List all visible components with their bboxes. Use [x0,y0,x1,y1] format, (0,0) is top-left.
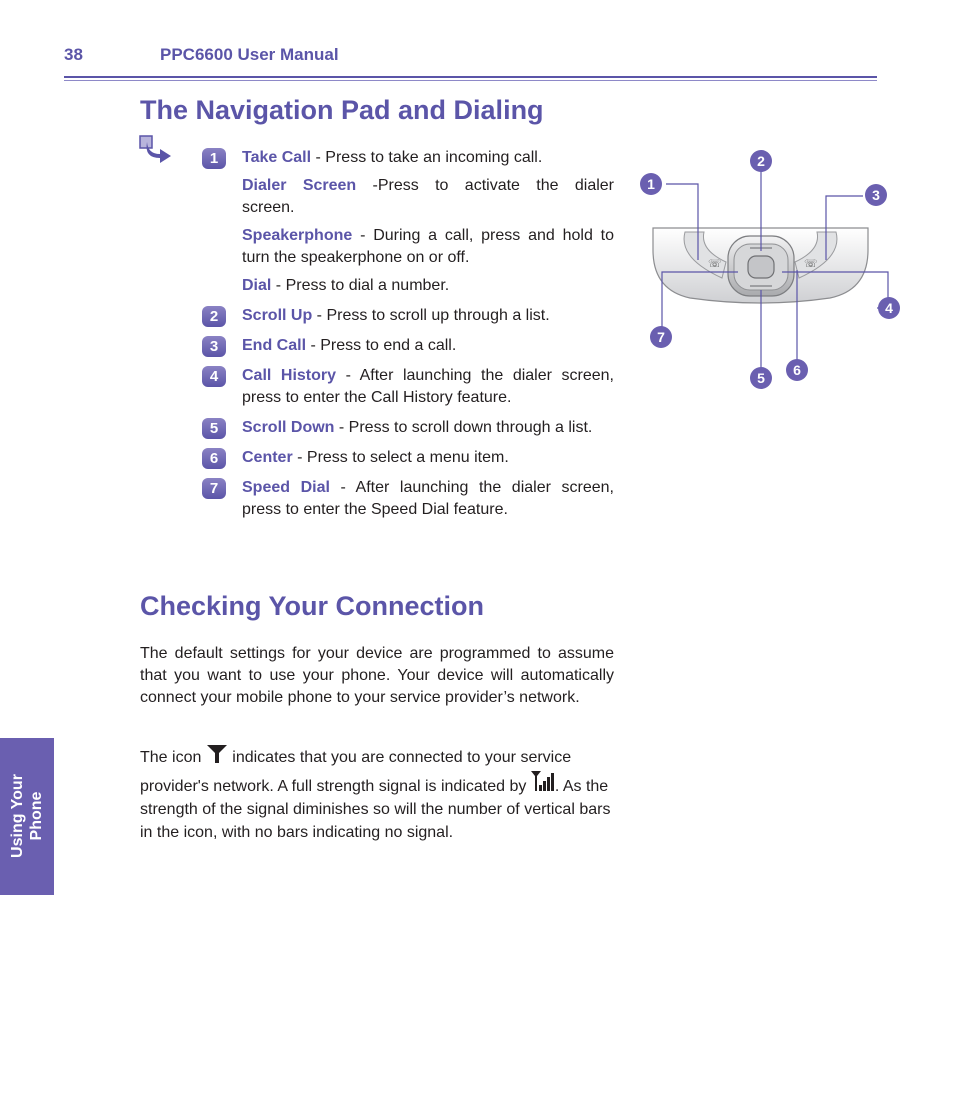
svg-text:5: 5 [757,370,765,386]
entry-dialer-screen: Dialer Screen -Press to activate the dialer screen. [242,177,614,216]
list-item [200,477,614,521]
center-button [748,256,774,278]
callout-badge: 7 [202,478,226,499]
header-rule-thin [64,80,877,81]
side-tab-label: Using Your Phone [9,774,45,858]
chapter-side-tab[interactable] [0,738,54,895]
callout-badge: 1 [202,148,226,169]
entry-scroll-down: Scroll Down - Press to scroll down through a list. [242,419,593,436]
entry-speed-dial: Speed Dial - After launching the dialer screen, press to enter the Speed Dial feature. [242,479,614,518]
list-item [200,147,614,297]
svg-text:2: 2 [757,153,765,169]
manual-title: PPC6600 User Manual [160,45,339,64]
callout-badge: 4 [202,366,226,387]
svg-text:6: 6 [793,362,801,378]
entry-center: Center - Press to select a menu item. [242,449,509,466]
key-function-list [200,147,614,529]
connection-paragraph-2: The icon indicates that you are connected to your service provider's network. A full strength signal is indicated by . As the strength of the signal diminishes so will the number of vertical bars in the icon, with no bars indicating no signal. [140,742,614,844]
svg-text:☏: ☏ [708,257,722,270]
entry-end-call: End Call - Press to end a call. [242,337,457,354]
svg-text:7: 7 [657,329,665,345]
navigation-pad-diagram [630,140,910,400]
svg-text:☏: ☏ [804,257,818,270]
connection-paragraph-1: The default settings for your device are programmed to assume that you want to use your phone. Your device will automatically connect your mobile phone to your service provider’s network. [140,645,614,706]
entry-take-call: Take Call - Press to take an incoming call. [242,149,543,166]
callout-badge: 5 [202,418,226,439]
list-item [200,365,614,409]
arrow-note-icon [138,134,174,166]
entry-scroll-up: Scroll Up - Press to scroll up through a list. [242,307,550,324]
entry-speakerphone: Speakerphone - During a call, press and hold to turn the speakerphone on or off. [242,227,614,266]
page-number: 38 [64,45,83,64]
callout-badge: 6 [202,448,226,469]
callout-badge: 3 [202,336,226,357]
antenna-icon [206,742,228,764]
list-item [200,447,614,469]
svg-text:1: 1 [647,176,655,192]
entry-dial: Dial - Press to dial a number. [242,277,450,294]
callout-badge: 2 [202,306,226,327]
svg-text:4: 4 [885,300,893,316]
signal-full-icon [531,769,555,793]
svg-text:3: 3 [872,187,880,203]
section-title-connection: Checking Your Connection [140,591,485,621]
entry-call-history: Call History - After launching the dialer screen, press to enter the Call History feature. [242,367,614,406]
list-item [200,305,614,327]
header-rule [64,76,877,78]
list-item [200,417,614,439]
list-item [200,335,614,357]
section-title-navigation: The Navigation Pad and Dialing [140,95,544,125]
